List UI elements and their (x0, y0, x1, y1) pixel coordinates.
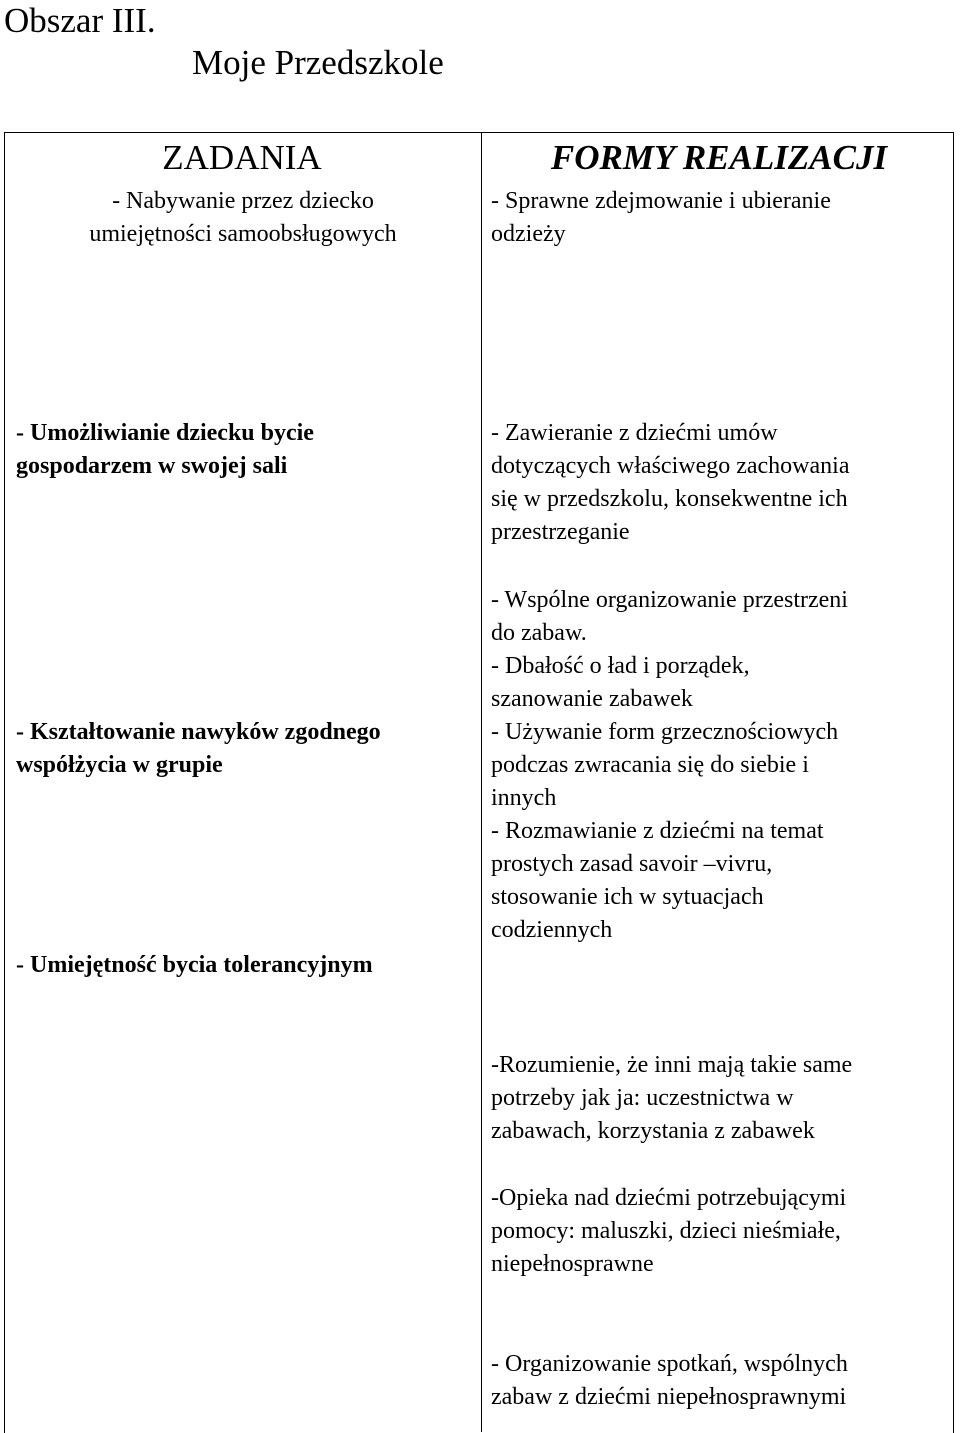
tasks-column-header: ZADANIA (162, 138, 322, 177)
form-meetings: - Organizowanie spotkań, wspólnych zabaw z dziećmi niepełnosprawnymi (491, 1351, 848, 1410)
form-coexistence-list: - Wspólne organizowanie przestrzeni do zabaw. - Dbałość o ład i porządek, szanowanie zabawek - Używanie form grzecznościowych podczas zwracania się do siebie i innych - Rozmawianie z dziećmi na temat prostych zasad savoir –vivru, stosowanie ich w sytuacjach codziennych (491, 587, 848, 943)
column-divider (481, 132, 482, 1432)
page-title: Moje Przedszkole (192, 43, 444, 82)
task-group-coexistence: - Kształtowanie nawyków zgodnego współżycia w grupie (16, 719, 381, 778)
task-self-service: - Nabywanie przez dziecko umiejętności samoobsługowych (89, 188, 397, 247)
form-understanding-needs: -Rozumienie, że inni mają takie same potrzeby jak ja: uczestnictwa w zabawach, korzystania z zabawek (491, 1052, 853, 1144)
task-host-in-room: - Umożliwianie dziecku bycie gospodarzem w swojej sali (16, 420, 314, 479)
form-care-for-children: -Opieka nad dziećmi potrzebującymi pomocy: maluszki, dzieci nieśmiałe, niepełnosprawne (491, 1185, 847, 1277)
document-heading (4, 1, 444, 82)
forms-column-header: FORMY REALIZACJI (550, 138, 888, 177)
form-agreements: - Zawieranie z dziećmi umów dotyczących właściwego zachowania się w przedszkolu, konsekwentne ich przestrzeganie (491, 420, 850, 545)
task-tolerance: - Umiejętność bycia tolerancyjnym (16, 952, 373, 978)
form-dressing: - Sprawne zdejmowanie i ubieranie odzieży (491, 188, 831, 247)
area-label: Obszar III. (4, 1, 156, 40)
